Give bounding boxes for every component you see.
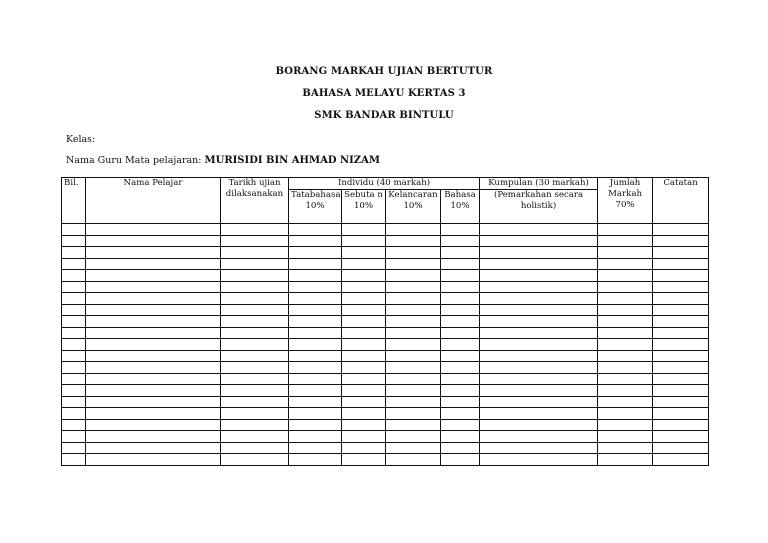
- col-individu: Individu (40 markah): [289, 178, 480, 190]
- cell-catatan[interactable]: [653, 442, 709, 454]
- cell-sebutan[interactable]: [342, 339, 386, 351]
- cell-nama[interactable]: [86, 396, 221, 408]
- sub-kelancaran-pct: 10%: [403, 201, 423, 211]
- cell-nama[interactable]: [86, 442, 221, 454]
- cell-bahasa[interactable]: [441, 362, 480, 374]
- cell-tatabahasa[interactable]: [289, 408, 342, 420]
- cell-tarikh[interactable]: [221, 281, 289, 293]
- table-row: [62, 362, 709, 374]
- cell-kumpulan[interactable]: [480, 339, 598, 351]
- cell-kelancaran[interactable]: [386, 362, 441, 374]
- cell-kumpulan[interactable]: [480, 350, 598, 362]
- cell-kumpulan[interactable]: [480, 454, 598, 466]
- cell-bahasa[interactable]: [441, 316, 480, 328]
- table-row: [62, 270, 709, 282]
- cell-bil[interactable]: [62, 442, 86, 454]
- cell-bahasa[interactable]: [441, 247, 480, 259]
- cell-tarikh[interactable]: [221, 293, 289, 305]
- cell-catatan[interactable]: [653, 408, 709, 420]
- cell-kumpulan[interactable]: [480, 235, 598, 247]
- cell-sebutan[interactable]: [342, 362, 386, 374]
- table-row: [62, 235, 709, 247]
- cell-kumpulan[interactable]: [480, 281, 598, 293]
- cell-kumpulan[interactable]: [480, 327, 598, 339]
- cell-tatabahasa[interactable]: [289, 270, 342, 282]
- cell-tarikh[interactable]: [221, 327, 289, 339]
- cell-bil[interactable]: [62, 373, 86, 385]
- cell-jumlah[interactable]: [598, 362, 653, 374]
- cell-kelancaran[interactable]: [386, 442, 441, 454]
- cell-kelancaran[interactable]: [386, 350, 441, 362]
- table-row: [62, 396, 709, 408]
- cell-nama[interactable]: [86, 304, 221, 316]
- cell-kumpulan[interactable]: [480, 442, 598, 454]
- cell-catatan[interactable]: [653, 224, 709, 236]
- cell-tarikh[interactable]: [221, 408, 289, 420]
- cell-sebutan[interactable]: [342, 442, 386, 454]
- cell-sebutan[interactable]: [342, 293, 386, 305]
- cell-tarikh[interactable]: [221, 316, 289, 328]
- cell-bil[interactable]: [62, 396, 86, 408]
- col-catatan: Catatan: [653, 178, 709, 224]
- cell-bahasa[interactable]: [441, 339, 480, 351]
- cell-sebutan[interactable]: [342, 281, 386, 293]
- cell-tatabahasa[interactable]: [289, 373, 342, 385]
- table-row: [62, 373, 709, 385]
- table-row: [62, 281, 709, 293]
- cell-sebutan[interactable]: [342, 270, 386, 282]
- cell-nama[interactable]: [86, 454, 221, 466]
- cell-catatan[interactable]: [653, 385, 709, 397]
- cell-nama[interactable]: [86, 247, 221, 259]
- cell-tarikh[interactable]: [221, 235, 289, 247]
- cell-bahasa[interactable]: [441, 304, 480, 316]
- table-row: [62, 258, 709, 270]
- cell-nama[interactable]: [86, 350, 221, 362]
- table-row: [62, 339, 709, 351]
- cell-nama[interactable]: [86, 293, 221, 305]
- table-row: [62, 454, 709, 466]
- cell-kelancaran[interactable]: [386, 454, 441, 466]
- cell-tatabahasa[interactable]: [289, 396, 342, 408]
- cell-tatabahasa[interactable]: [289, 304, 342, 316]
- cell-tatabahasa[interactable]: [289, 316, 342, 328]
- cell-kumpulan[interactable]: [480, 258, 598, 270]
- cell-kumpulan[interactable]: [480, 304, 598, 316]
- table-row: [62, 224, 709, 236]
- cell-kumpulan[interactable]: [480, 408, 598, 420]
- cell-bil[interactable]: [62, 316, 86, 328]
- cell-nama[interactable]: [86, 281, 221, 293]
- cell-catatan[interactable]: [653, 327, 709, 339]
- sub-tatabahasa-pct: 10%: [305, 201, 325, 211]
- cell-nama[interactable]: [86, 408, 221, 420]
- cell-kumpulan[interactable]: [480, 419, 598, 431]
- cell-kelancaran[interactable]: [386, 339, 441, 351]
- cell-tatabahasa[interactable]: [289, 281, 342, 293]
- cell-bahasa[interactable]: [441, 258, 480, 270]
- cell-kelancaran[interactable]: [386, 385, 441, 397]
- cell-tatabahasa[interactable]: [289, 258, 342, 270]
- cell-sebutan[interactable]: [342, 419, 386, 431]
- table-row: [62, 419, 709, 431]
- cell-jumlah[interactable]: [598, 327, 653, 339]
- cell-kelancaran[interactable]: [386, 316, 441, 328]
- col-kumpulan: Kumpulan (30 markah): [480, 178, 598, 190]
- cell-jumlah[interactable]: [598, 350, 653, 362]
- cell-tarikh[interactable]: [221, 385, 289, 397]
- cell-catatan[interactable]: [653, 431, 709, 443]
- cell-catatan[interactable]: [653, 316, 709, 328]
- cell-bahasa[interactable]: [441, 419, 480, 431]
- col-jumlah-label: Jumlah Markah: [608, 178, 642, 199]
- cell-catatan[interactable]: [653, 339, 709, 351]
- cell-nama[interactable]: [86, 339, 221, 351]
- cell-sebutan[interactable]: [342, 316, 386, 328]
- cell-sebutan[interactable]: [342, 373, 386, 385]
- table-row: [62, 350, 709, 362]
- form-title: BORANG MARKAH UJIAN BERTUTUR: [275, 66, 493, 77]
- cell-kelancaran[interactable]: [386, 247, 441, 259]
- guru-line: [66, 155, 380, 166]
- cell-kelancaran[interactable]: [386, 408, 441, 420]
- cell-tatabahasa[interactable]: [289, 350, 342, 362]
- cell-tarikh[interactable]: [221, 339, 289, 351]
- sub-bahasa: [441, 190, 480, 224]
- cell-bahasa[interactable]: [441, 442, 480, 454]
- cell-bahasa[interactable]: [441, 454, 480, 466]
- cell-kumpulan[interactable]: [480, 431, 598, 443]
- table-row: [62, 385, 709, 397]
- cell-sebutan[interactable]: [342, 247, 386, 259]
- sub-sebutan: [342, 190, 386, 224]
- cell-nama[interactable]: [86, 316, 221, 328]
- cell-jumlah[interactable]: [598, 235, 653, 247]
- cell-tatabahasa[interactable]: [289, 431, 342, 443]
- guru-label: Nama Guru Mata pelajaran:: [66, 155, 202, 166]
- cell-jumlah[interactable]: [598, 270, 653, 282]
- cell-kelancaran[interactable]: [386, 396, 441, 408]
- cell-tarikh[interactable]: [221, 431, 289, 443]
- cell-catatan[interactable]: [653, 235, 709, 247]
- cell-tarikh[interactable]: [221, 270, 289, 282]
- cell-bahasa[interactable]: [441, 327, 480, 339]
- cell-catatan[interactable]: [653, 304, 709, 316]
- cell-sebutan[interactable]: [342, 408, 386, 420]
- cell-tarikh[interactable]: [221, 258, 289, 270]
- cell-nama[interactable]: [86, 258, 221, 270]
- cell-nama[interactable]: [86, 385, 221, 397]
- cell-kelancaran[interactable]: [386, 327, 441, 339]
- cell-bil[interactable]: [62, 362, 86, 374]
- cell-bahasa[interactable]: [441, 293, 480, 305]
- cell-nama[interactable]: [86, 362, 221, 374]
- cell-sebutan[interactable]: [342, 454, 386, 466]
- cell-jumlah[interactable]: [598, 431, 653, 443]
- sub-bahasa-label: Bahasa: [444, 190, 476, 200]
- cell-catatan[interactable]: [653, 350, 709, 362]
- cell-sebutan[interactable]: [342, 304, 386, 316]
- cell-tatabahasa[interactable]: [289, 247, 342, 259]
- cell-tatabahasa[interactable]: [289, 224, 342, 236]
- cell-jumlah[interactable]: [598, 281, 653, 293]
- cell-kumpulan[interactable]: [480, 316, 598, 328]
- cell-tatabahasa[interactable]: [289, 339, 342, 351]
- cell-bil[interactable]: [62, 431, 86, 443]
- table-row: [62, 442, 709, 454]
- sub-kumpulan: (Pemarkahan secara holistik): [480, 190, 598, 224]
- cell-tatabahasa[interactable]: [289, 293, 342, 305]
- cell-tarikh[interactable]: [221, 396, 289, 408]
- cell-kumpulan[interactable]: [480, 362, 598, 374]
- cell-bil[interactable]: [62, 293, 86, 305]
- cell-bahasa[interactable]: [441, 431, 480, 443]
- cell-kelancaran[interactable]: [386, 431, 441, 443]
- cell-catatan[interactable]: [653, 258, 709, 270]
- guru-name: MURISIDI BIN AHMAD NIZAM: [204, 155, 380, 166]
- cell-tatabahasa[interactable]: [289, 419, 342, 431]
- cell-jumlah[interactable]: [598, 442, 653, 454]
- cell-tatabahasa[interactable]: [289, 362, 342, 374]
- header-row-1: [62, 178, 709, 190]
- cell-bil[interactable]: [62, 258, 86, 270]
- cell-nama[interactable]: [86, 327, 221, 339]
- cell-tarikh[interactable]: [221, 419, 289, 431]
- cell-bahasa[interactable]: [441, 281, 480, 293]
- col-jumlah-pct: 70%: [615, 200, 635, 210]
- sub-tatabahasa: [289, 190, 342, 224]
- cell-sebutan[interactable]: [342, 327, 386, 339]
- table-row: [62, 293, 709, 305]
- cell-kelancaran[interactable]: [386, 419, 441, 431]
- cell-tatabahasa[interactable]: [289, 235, 342, 247]
- cell-nama[interactable]: [86, 431, 221, 443]
- cell-catatan[interactable]: [653, 293, 709, 305]
- cell-jumlah[interactable]: [598, 293, 653, 305]
- cell-jumlah[interactable]: [598, 339, 653, 351]
- cell-catatan[interactable]: [653, 454, 709, 466]
- cell-tarikh[interactable]: [221, 247, 289, 259]
- cell-sebutan[interactable]: [342, 396, 386, 408]
- cell-jumlah[interactable]: [598, 454, 653, 466]
- cell-tatabahasa[interactable]: [289, 385, 342, 397]
- col-nama-pelajar: Nama Pelajar: [86, 178, 221, 224]
- cell-kumpulan[interactable]: [480, 396, 598, 408]
- table-row: [62, 327, 709, 339]
- cell-bahasa[interactable]: [441, 235, 480, 247]
- cell-nama[interactable]: [86, 419, 221, 431]
- cell-kumpulan[interactable]: [480, 293, 598, 305]
- cell-bil[interactable]: [62, 454, 86, 466]
- cell-tarikh[interactable]: [221, 442, 289, 454]
- form-subtitle: BAHASA MELAYU KERTAS 3: [302, 88, 466, 99]
- cell-bahasa[interactable]: [441, 270, 480, 282]
- cell-catatan[interactable]: [653, 247, 709, 259]
- table-row: [62, 408, 709, 420]
- cell-sebutan[interactable]: [342, 350, 386, 362]
- sub-sebutan-pct: 10%: [353, 201, 374, 211]
- cell-bahasa[interactable]: [441, 396, 480, 408]
- cell-jumlah[interactable]: [598, 304, 653, 316]
- cell-tarikh[interactable]: [221, 224, 289, 236]
- col-tarikh: Tarikh ujian dilaksanakan: [221, 178, 289, 224]
- cell-kelancaran[interactable]: [386, 293, 441, 305]
- table-row: [62, 247, 709, 259]
- cell-jumlah[interactable]: [598, 258, 653, 270]
- cell-nama[interactable]: [86, 373, 221, 385]
- cell-kelancaran[interactable]: [386, 258, 441, 270]
- cell-bil[interactable]: [62, 350, 86, 362]
- cell-bil[interactable]: [62, 385, 86, 397]
- cell-tarikh[interactable]: [221, 373, 289, 385]
- cell-kelancaran[interactable]: [386, 224, 441, 236]
- cell-bil[interactable]: [62, 281, 86, 293]
- cell-bahasa[interactable]: [441, 224, 480, 236]
- cell-sebutan[interactable]: [342, 224, 386, 236]
- school-name: SMK BANDAR BINTULU: [314, 110, 454, 121]
- cell-tatabahasa[interactable]: [289, 454, 342, 466]
- cell-tatabahasa[interactable]: [289, 442, 342, 454]
- cell-kumpulan[interactable]: [480, 385, 598, 397]
- cell-bahasa[interactable]: [441, 350, 480, 362]
- cell-jumlah[interactable]: [598, 316, 653, 328]
- cell-sebutan[interactable]: [342, 385, 386, 397]
- sub-tatabahasa-label: Tatabahasa: [291, 190, 341, 200]
- col-jumlah: [598, 178, 653, 224]
- cell-jumlah[interactable]: [598, 385, 653, 397]
- cell-kelancaran[interactable]: [386, 373, 441, 385]
- sub-kelancaran-label: Kelancaran: [388, 190, 438, 200]
- cell-jumlah[interactable]: [598, 247, 653, 259]
- sub-kelancaran: [386, 190, 441, 224]
- cell-jumlah[interactable]: [598, 396, 653, 408]
- cell-kumpulan[interactable]: [480, 270, 598, 282]
- cell-catatan[interactable]: [653, 419, 709, 431]
- cell-tarikh[interactable]: [221, 304, 289, 316]
- table-row: [62, 316, 709, 328]
- cell-bil[interactable]: [62, 339, 86, 351]
- cell-sebutan[interactable]: [342, 431, 386, 443]
- cell-nama[interactable]: [86, 235, 221, 247]
- cell-tarikh[interactable]: [221, 454, 289, 466]
- cell-bil[interactable]: [62, 408, 86, 420]
- cell-kelancaran[interactable]: [386, 270, 441, 282]
- cell-bil[interactable]: [62, 235, 86, 247]
- cell-bahasa[interactable]: [441, 373, 480, 385]
- cell-jumlah[interactable]: [598, 408, 653, 420]
- cell-catatan[interactable]: [653, 362, 709, 374]
- cell-bahasa[interactable]: [441, 408, 480, 420]
- cell-tatabahasa[interactable]: [289, 327, 342, 339]
- cell-catatan[interactable]: [653, 373, 709, 385]
- cell-bil[interactable]: [62, 327, 86, 339]
- cell-jumlah[interactable]: [598, 224, 653, 236]
- sub-sebutan-label: Sebuta n: [344, 190, 383, 200]
- cell-bil[interactable]: [62, 224, 86, 236]
- sub-bahasa-pct: 10%: [450, 201, 470, 211]
- table-row: [62, 304, 709, 316]
- cell-bil[interactable]: [62, 304, 86, 316]
- table-row: [62, 431, 709, 443]
- kelas-label: Kelas:: [66, 134, 96, 145]
- cell-kelancaran[interactable]: [386, 281, 441, 293]
- cell-sebutan[interactable]: [342, 258, 386, 270]
- cell-jumlah[interactable]: [598, 373, 653, 385]
- cell-catatan[interactable]: [653, 396, 709, 408]
- col-bil: Bil.: [62, 178, 86, 224]
- cell-nama[interactable]: [86, 224, 221, 236]
- cell-nama[interactable]: [86, 270, 221, 282]
- marks-table: [61, 177, 709, 466]
- cell-kumpulan[interactable]: [480, 224, 598, 236]
- cell-bil[interactable]: [62, 247, 86, 259]
- cell-sebutan[interactable]: [342, 235, 386, 247]
- cell-kelancaran[interactable]: [386, 304, 441, 316]
- cell-bil[interactable]: [62, 270, 86, 282]
- cell-catatan[interactable]: [653, 270, 709, 282]
- cell-catatan[interactable]: [653, 281, 709, 293]
- cell-kumpulan[interactable]: [480, 373, 598, 385]
- cell-kumpulan[interactable]: [480, 247, 598, 259]
- cell-bahasa[interactable]: [441, 385, 480, 397]
- cell-bil[interactable]: [62, 419, 86, 431]
- cell-tarikh[interactable]: [221, 362, 289, 374]
- cell-kelancaran[interactable]: [386, 235, 441, 247]
- cell-tarikh[interactable]: [221, 350, 289, 362]
- cell-jumlah[interactable]: [598, 419, 653, 431]
